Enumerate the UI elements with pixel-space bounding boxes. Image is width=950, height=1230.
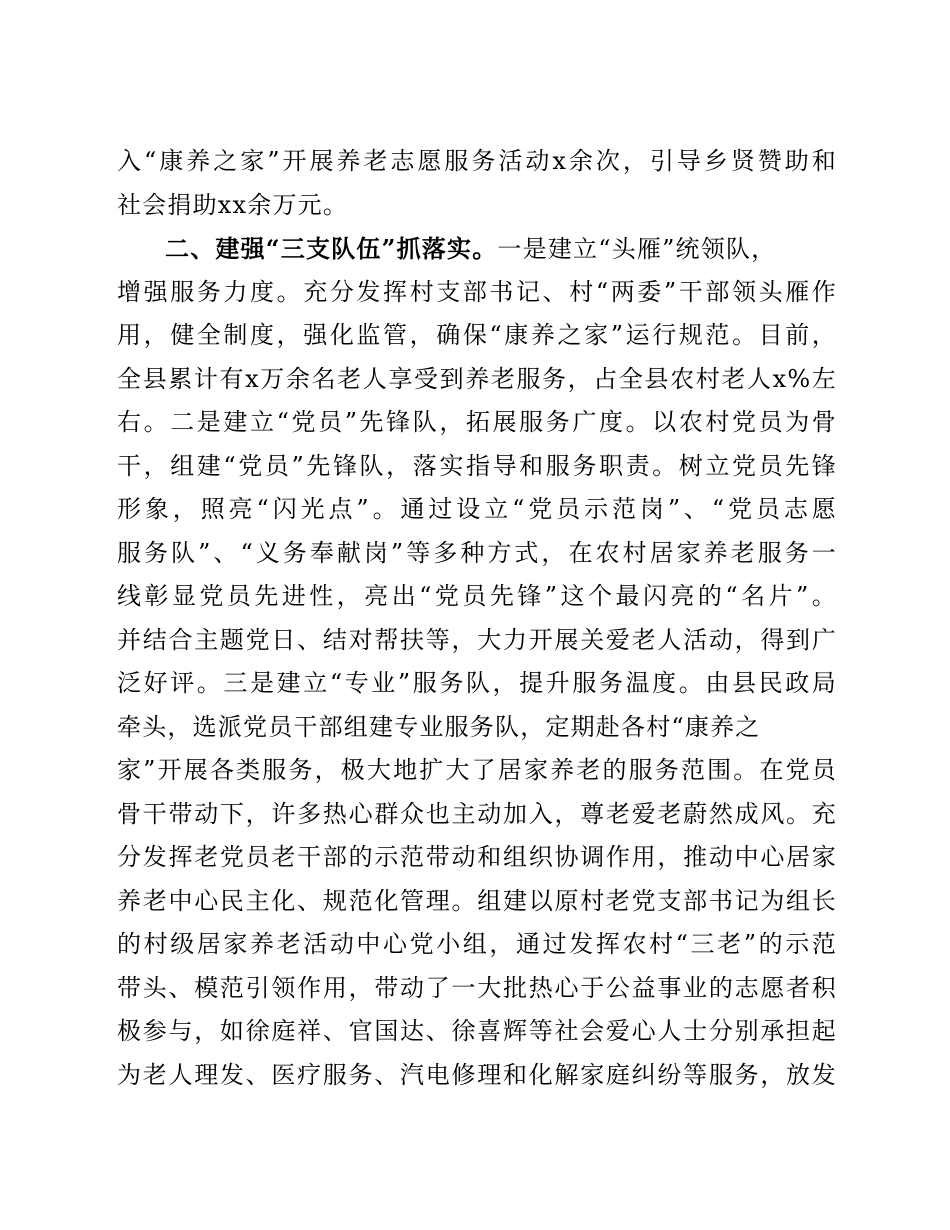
text-line: 家”开展各类服务，极大地扩大了居家养老的服务范围。在党员 (117, 756, 837, 784)
text-line: 干，组建“党员”先锋队，落实指导和服务职责。树立党员先锋 (117, 451, 837, 480)
section-heading: 二、建强“三支队伍”抓落实。 (165, 234, 498, 263)
text-line: 牵头，选派党员干部组建专业服务队，定期赴各村“康养之 (117, 712, 761, 741)
text-line: 为老人理发、医疗服务、汽电修理和化解家庭纠纷等服务，放发 (117, 1060, 837, 1089)
text-line: 骨干带动下，许多热心群众也主动加入，尊老爱老蔚然成风。充 (117, 799, 837, 828)
text-line: 带头、模范引领作用，带动了一大批热心于公益事业的志愿者积 (117, 973, 837, 1002)
text-line: 并结合主题党日、结对帮扶等，大力开展关爱老人活动，得到广 (117, 625, 837, 654)
text-line: 养老中心民主化、规范化管理。组建以原村老党支部书记为组长 (117, 886, 837, 915)
document-body (117, 140, 837, 1097)
text-line: 服务队”、“义务奉献岗”等多种方式，在农村居家养老服务一 (117, 538, 837, 567)
text-line: 的村级居家养老活动中心党小组，通过发挥农村“三老”的示范 (117, 930, 837, 958)
text-line: 右。二是建立“党员”先锋队，拓展服务广度。以农村党员为骨 (117, 408, 837, 436)
text-line: 增强服务力度。充分发挥村支部书记、村“两委”干部领头雁作 (117, 277, 837, 306)
text-line: 社会捐助xx余万元。 (117, 190, 349, 219)
text-line: 形象，照亮“闪光点”。通过设立“党员示范岗”、“党员志愿 (117, 495, 837, 523)
text-line: 入“康养之家”开展养老志愿服务活动x余次，引导乡贤赞助和 (117, 147, 837, 175)
text-line: 用，健全制度，强化监管，确保“康养之家”运行规范。目前， (117, 321, 837, 349)
text-line: 极参与，如徐庭祥、官国达、徐喜辉等社会爱心人士分别承担起 (117, 1017, 837, 1045)
text-line: 全县累计有x万余名老人享受到养老服务，占全县农村老人x%左 (117, 364, 837, 393)
heading-line-rest: 一是建立“头雁”统领队， (497, 235, 777, 263)
text-line: 线彰显党员先进性，亮出“党员先锋”这个最闪亮的“名片”。 (117, 582, 837, 610)
text-line: 分发挥老党员老干部的示范带动和组织协调作用，推动中心居家 (117, 843, 837, 871)
text-line: 泛好评。三是建立“专业”服务队，提升服务温度。由县民政局 (117, 669, 837, 697)
section-heading-line (117, 227, 837, 271)
